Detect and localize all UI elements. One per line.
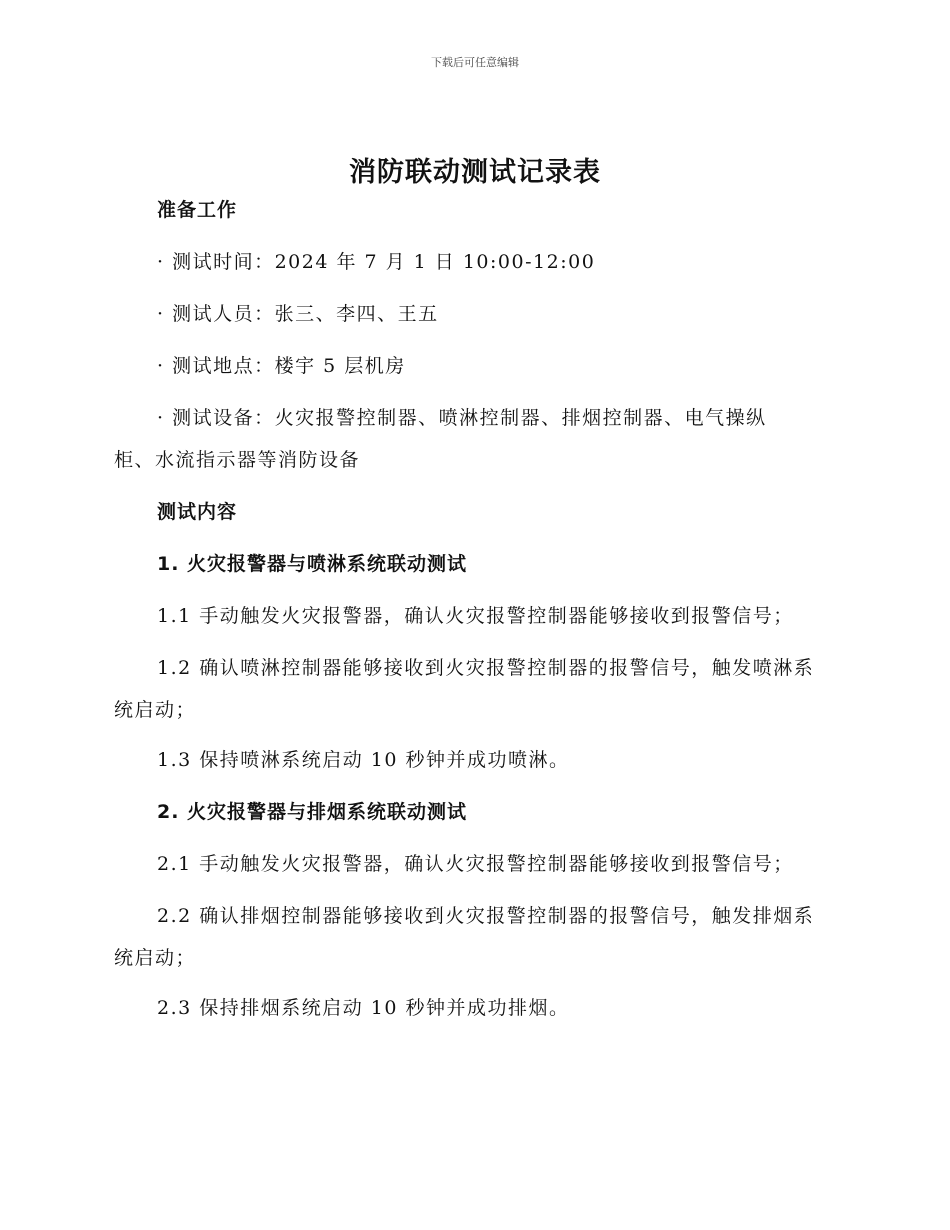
section1-heading: 1. 火灾报警器与喷淋系统联动测试 [157, 553, 468, 575]
prep-equipment-line2: 柜、水流指示器等消防设备 [114, 449, 361, 471]
page-title: 消防联动测试记录表 [349, 157, 601, 188]
section2-step1: 2.1 手动触发火灾报警器，确认火灾报警控制器能够接收到报警信号； [157, 853, 794, 875]
section1-step2-line2: 统启动； [114, 699, 197, 721]
section2-step2-line2: 统启动； [114, 947, 197, 969]
header-note: 下载后可任意编辑 [431, 56, 519, 69]
prep-people: · 测试人员：张三、李四、王五 [157, 303, 439, 325]
prep-equipment-line1: · 测试设备：火灾报警控制器、喷淋控制器、排烟控制器、电气操纵 [157, 407, 767, 429]
section1-step1: 1.1 手动触发火灾报警器，确认火灾报警控制器能够接收到报警信号； [157, 605, 794, 627]
section1-step2-line1: 1.2 确认喷淋控制器能够接收到火灾报警控制器的报警信号，触发喷淋系 [157, 657, 815, 679]
content-heading: 测试内容 [157, 501, 238, 523]
prep-time: · 测试时间：2024 年 7 月 1 日 10:00-12:00 [157, 251, 596, 273]
prep-heading: 准备工作 [157, 199, 238, 221]
section2-step2-line1: 2.2 确认排烟控制器能够接收到火灾报警控制器的报警信号，触发排烟系 [157, 905, 815, 927]
section2-step3: 2.3 保持排烟系统启动 10 秒钟并成功排烟。 [157, 997, 570, 1019]
section1-step3: 1.3 保持喷淋系统启动 10 秒钟并成功喷淋。 [157, 749, 570, 771]
prep-location: · 测试地点：楼宇 5 层机房 [157, 355, 406, 377]
section2-heading: 2. 火灾报警器与排烟系统联动测试 [157, 801, 468, 823]
